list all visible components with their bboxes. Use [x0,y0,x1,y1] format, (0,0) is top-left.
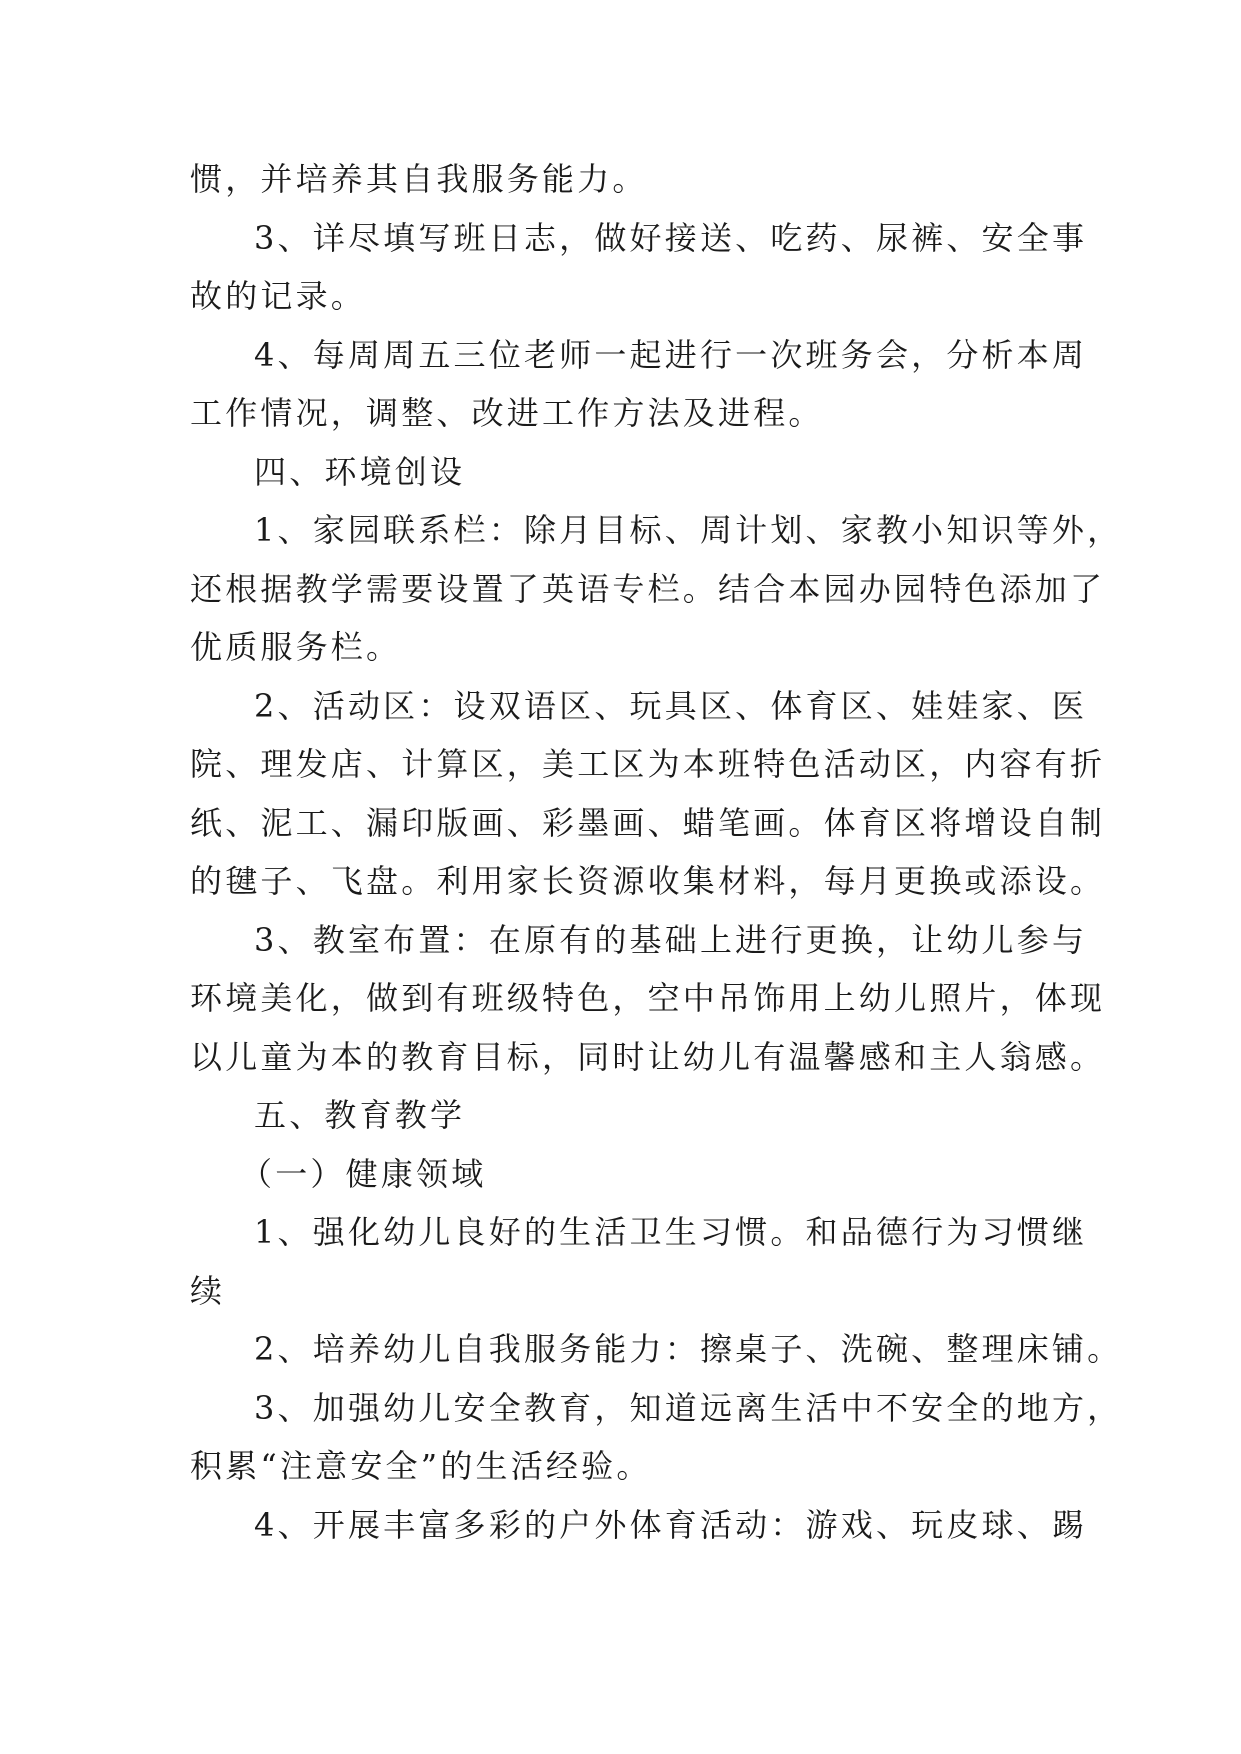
section-heading: 四、环境创设 [254,452,466,491]
paragraph-line: 故的记录。 [190,277,367,315]
paragraph-line: 院、理发店、计算区，美工区为本班特色活动区，内容有折 [190,745,1106,783]
paragraph-line: 3、详尽填写班日志，做好接送、吃药、尿裤、安全事 [254,218,1088,257]
paragraph-line: 续 [190,1271,226,1310]
paragraph-line: 4、每周周五三位老师一起进行一次班务会，分析本周 [254,335,1088,374]
paragraph-line: 3、教室布置：在原有的基础上进行更换，让幼儿参与 [254,920,1088,959]
paragraph-line: 的毽子、飞盘。利用家长资源收集材料，每月更换或添设。 [190,862,1106,900]
paragraph-line: 工作情况，调整、改进工作方法及进程。 [190,394,824,432]
paragraph-line: 2、活动区：设双语区、玩具区、体育区、娃娃家、医 [254,686,1088,725]
paragraph-line: 1、家园联系栏：除月目标、周计划、家教小知识等外， [254,511,1123,549]
paragraph-line: 1、强化幼儿良好的生活卫生习惯。和品德行为习惯继 [254,1213,1088,1251]
document-body [190,150,1123,1554]
paragraph-line: 积累“注意安全”的生活经验。 [190,1447,652,1485]
subsection-heading: （一）健康领域 [240,1154,487,1193]
paragraph-line: 纸、泥工、漏印版画、彩墨画、蜡笔画。体育区将增设自制 [190,803,1106,842]
paragraph-line: 4、开展丰富多彩的户外体育活动：游戏、玩皮球、踢 [254,1505,1088,1544]
paragraph-line: 惯，并培养其自我服务能力。 [190,160,648,198]
paragraph-line: 以儿童为本的教育目标，同时让幼儿有温馨感和主人翁感。 [190,1037,1106,1076]
paragraph-line: 优质服务栏。 [190,628,402,666]
paragraph-line: 环境美化，做到有班级特色，空中吊饰用上幼儿照片，体现 [190,979,1106,1017]
section-heading: 五、教育教学 [254,1096,466,1134]
paragraph-line: 还根据教学需要设置了英语专栏。结合本园办园特色添加了 [190,569,1106,608]
paragraph-line: 3、加强幼儿安全教育，知道远离生活中不安全的地方， [254,1388,1123,1427]
paragraph-line: 2、培养幼儿自我服务能力：擦桌子、洗碗、整理床铺。 [254,1330,1123,1368]
